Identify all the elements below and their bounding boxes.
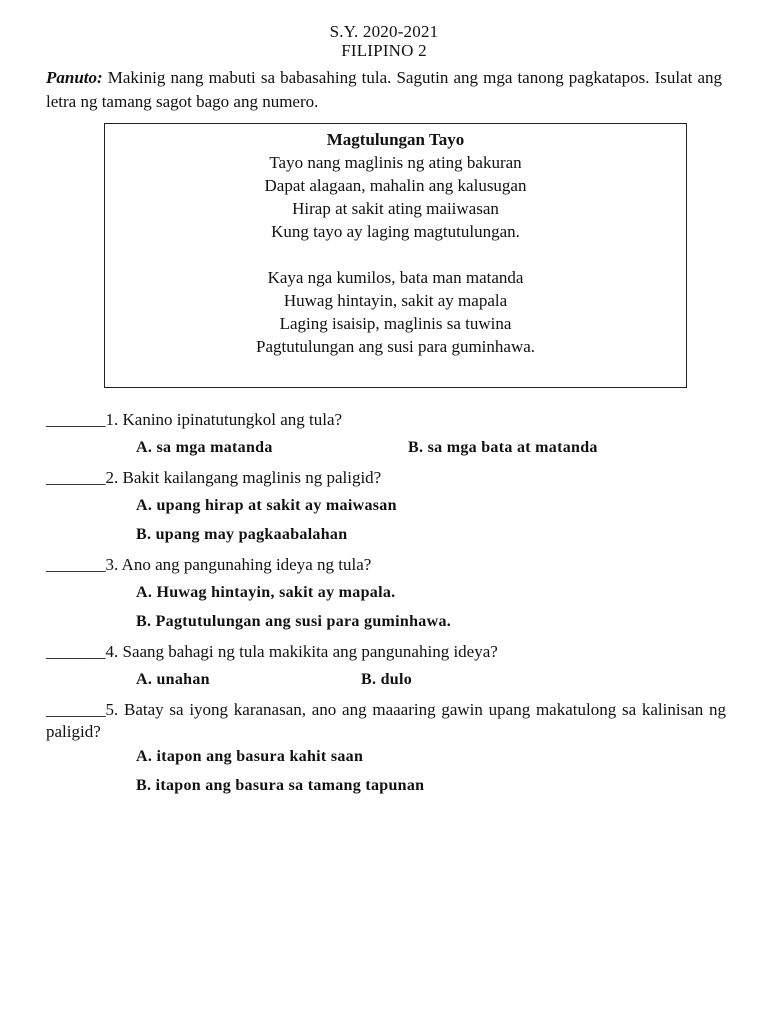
option-a: A. upang hirap at sakit ay maiwasan xyxy=(136,497,397,514)
poem-line: Dapat alagaan, mahalin ang kalusugan xyxy=(264,176,527,195)
poem-line: Hirap at sakit ating maiiwasan xyxy=(292,199,499,218)
answer-blank[interactable]: _______ xyxy=(46,468,106,487)
option-a: A. itapon ang basura kahit saan xyxy=(136,748,364,765)
poem-line: Laging isaisip, maglinis sa tuwina xyxy=(279,314,512,333)
question-4 xyxy=(46,641,726,663)
option-a: A. Huwag hintayin, sakit ay mapala. xyxy=(136,584,396,601)
option-a: A. unahan xyxy=(136,671,210,688)
answer-blank[interactable]: _______ xyxy=(46,410,106,429)
school-year: S.Y. 2020-2021 xyxy=(329,22,439,41)
question-2 xyxy=(46,467,726,489)
poem-line: Tayo nang maglinis ng ating bakuran xyxy=(269,153,522,172)
option-b: B. upang may pagkaabalahan xyxy=(136,526,348,543)
option-a: A. sa mga matanda xyxy=(136,439,273,456)
poem-title: Magtulungan Tayo xyxy=(326,130,465,149)
poem-line: Kaya nga kumilos, bata man matanda xyxy=(267,268,524,287)
instructions-lead: Panuto: xyxy=(46,68,103,87)
option-b: B. sa mga bata at matanda xyxy=(408,439,598,456)
option-b: B. itapon ang basura sa tamang tapunan xyxy=(136,777,425,794)
poem-line: Huwag hintayin, sakit ay mapala xyxy=(283,291,508,310)
question-5 xyxy=(46,699,726,743)
poem-line: Pagtutulungan ang susi para guminhawa. xyxy=(255,337,536,356)
question-text: 3. Ano ang pangunahing ideya ng tula? xyxy=(105,555,372,574)
subject-title: FILIPINO 2 xyxy=(341,41,427,60)
question-text: 5. Batay sa iyong karanasan, ano ang maaaring gawin upang makatulong sa kalinisan ng paligid? xyxy=(46,700,726,741)
option-b: B. Pagtutulungan ang susi para guminhawa. xyxy=(136,613,452,630)
poem-line: Kung tayo ay laging magtutulungan. xyxy=(271,222,520,241)
answer-blank[interactable]: _______ xyxy=(46,642,106,661)
question-text: 2. Bakit kailangang maglinis ng paligid? xyxy=(105,468,382,487)
instructions xyxy=(46,66,722,114)
question-text: 1. Kanino ipinatutungkol ang tula? xyxy=(105,410,343,429)
answer-blank[interactable]: _______ xyxy=(46,555,106,574)
instructions-text: Makinig nang mabuti sa babasahing tula. Sagutin ang mga tanong pagkatapos. Isulat ang letra ng tamang sagot bago ang numero. xyxy=(46,68,722,111)
answer-blank[interactable]: _______ xyxy=(46,700,106,719)
option-b: B. dulo xyxy=(361,671,413,688)
question-1 xyxy=(46,409,726,431)
question-3 xyxy=(46,554,726,576)
question-text: 4. Saang bahagi ng tula makikita ang pangunahing ideya? xyxy=(105,642,498,661)
poem-box xyxy=(104,123,687,388)
